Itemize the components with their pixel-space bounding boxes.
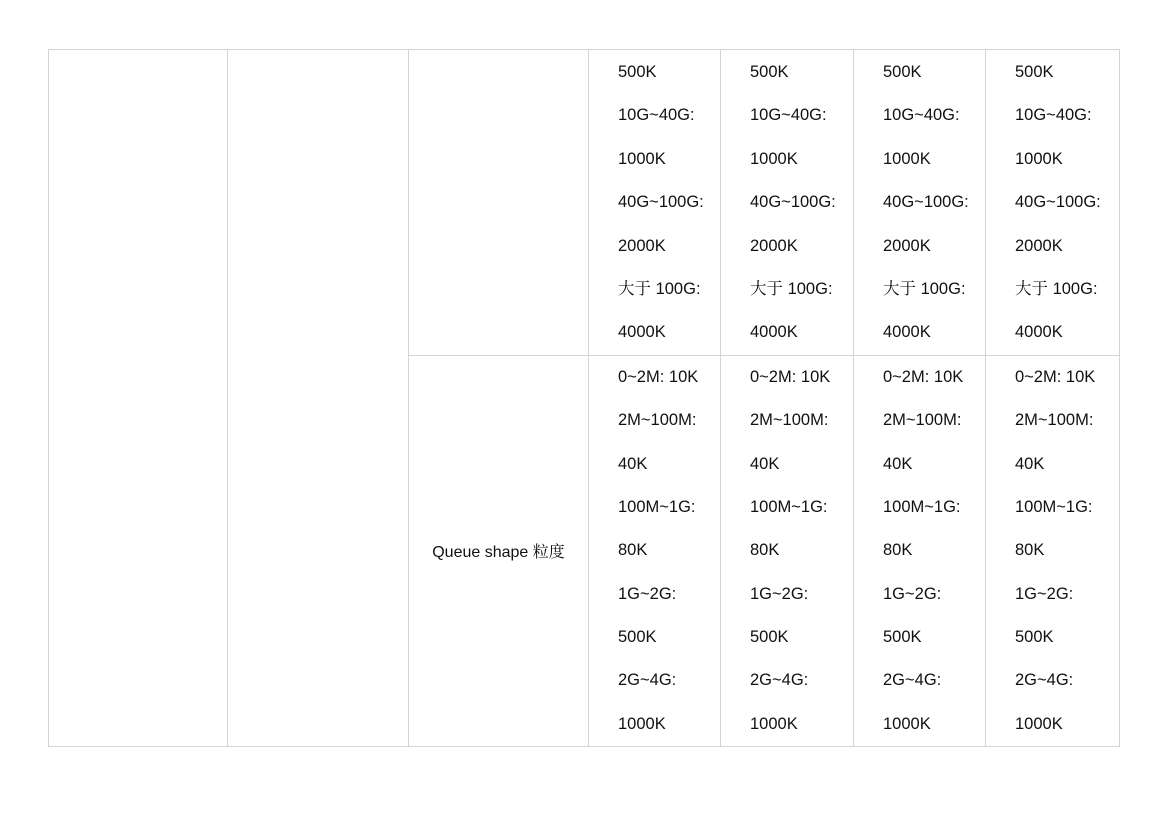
value-line: 1G~2G:	[1015, 584, 1074, 603]
value-list	[721, 50, 853, 355]
value-line: 2000K	[750, 236, 798, 255]
table-row	[49, 50, 1120, 356]
value-line: 1000K	[1015, 714, 1063, 733]
value-line: 2G~4G:	[1015, 671, 1074, 690]
value-line: 4000K	[1015, 323, 1063, 342]
value-line: 大于 100G:	[883, 279, 966, 298]
value-line: 500K	[618, 63, 657, 81]
value-line: 4000K	[750, 323, 798, 342]
value-list	[986, 50, 1119, 355]
value-list	[721, 356, 853, 747]
value-line: 0~2M: 10K	[1015, 367, 1096, 386]
value-line: 40K	[750, 454, 780, 473]
blank-cell-col1	[49, 50, 228, 747]
value-line: 2M~100M:	[1015, 411, 1094, 430]
value-cell	[589, 355, 721, 747]
value-line: 10G~40G:	[750, 106, 827, 125]
value-list	[589, 50, 720, 355]
value-line: 500K	[883, 63, 922, 81]
value-list	[986, 356, 1119, 747]
row-label-cell	[409, 355, 589, 747]
value-line: 100M~1G:	[1015, 497, 1093, 516]
value-line: 500K	[1015, 628, 1054, 647]
value-line: 4000K	[883, 323, 931, 342]
value-line: 1000K	[618, 714, 666, 733]
value-cell	[721, 355, 854, 747]
value-line: 500K	[883, 628, 922, 647]
value-line: 2000K	[1015, 236, 1063, 255]
value-line: 0~2M: 10K	[618, 367, 699, 386]
value-line: 40G~100G:	[883, 193, 969, 212]
value-line: 大于 100G:	[750, 279, 833, 298]
value-line: 2G~4G:	[618, 671, 677, 690]
value-cell	[854, 50, 986, 356]
value-line: 2M~100M:	[883, 411, 962, 430]
value-line: 40K	[883, 454, 913, 473]
blank-cell-col2	[228, 50, 409, 747]
value-line: 1000K	[883, 714, 931, 733]
value-line: 1000K	[883, 149, 931, 168]
value-line: 80K	[750, 541, 780, 560]
value-line: 0~2M: 10K	[883, 367, 964, 386]
value-line: 1G~2G:	[750, 584, 809, 603]
value-cell	[986, 50, 1120, 356]
value-line: 40K	[618, 454, 648, 473]
value-line: 2M~100M:	[618, 411, 697, 430]
value-line: 40G~100G:	[1015, 193, 1101, 212]
value-line: 2G~4G:	[883, 671, 942, 690]
value-line: 1000K	[750, 714, 798, 733]
value-line: 1000K	[750, 149, 798, 168]
spec-table	[48, 49, 1120, 747]
value-line: 1G~2G:	[618, 584, 677, 603]
value-line: 2M~100M:	[750, 411, 829, 430]
value-line: 500K	[1015, 63, 1054, 81]
value-line: 80K	[618, 541, 648, 560]
value-line: 10G~40G:	[883, 106, 960, 125]
value-line: 100M~1G:	[618, 497, 696, 516]
value-line: 10G~40G:	[1015, 106, 1092, 125]
value-list	[854, 356, 985, 747]
value-cell	[589, 50, 721, 356]
value-line: 80K	[883, 541, 913, 560]
row-label-cell	[409, 50, 589, 356]
value-line: 大于 100G:	[1015, 279, 1098, 298]
value-cell	[854, 355, 986, 747]
value-line: 4000K	[618, 323, 666, 342]
value-line: 100M~1G:	[750, 497, 828, 516]
value-line: 40K	[1015, 454, 1045, 473]
value-line: 2G~4G:	[750, 671, 809, 690]
value-line: 40G~100G:	[750, 193, 836, 212]
value-line: 500K	[618, 628, 657, 647]
value-line: 1000K	[1015, 149, 1063, 168]
value-line: 40G~100G:	[618, 193, 704, 212]
value-line: 100M~1G:	[883, 497, 961, 516]
value-line: 10G~40G:	[618, 106, 695, 125]
value-line: 大于 100G:	[618, 279, 701, 298]
value-line: 1G~2G:	[883, 584, 942, 603]
value-cell	[986, 355, 1120, 747]
value-list	[589, 356, 720, 747]
value-line: 500K	[750, 63, 789, 81]
value-cell	[721, 50, 854, 356]
value-line: 2000K	[883, 236, 931, 255]
row-label: Queue shape 粒度	[432, 544, 565, 562]
value-line: 80K	[1015, 541, 1045, 560]
value-line: 1000K	[618, 149, 666, 168]
value-list	[854, 50, 985, 355]
value-line: 2000K	[618, 236, 666, 255]
value-line: 0~2M: 10K	[750, 367, 831, 386]
value-line: 500K	[750, 628, 789, 647]
